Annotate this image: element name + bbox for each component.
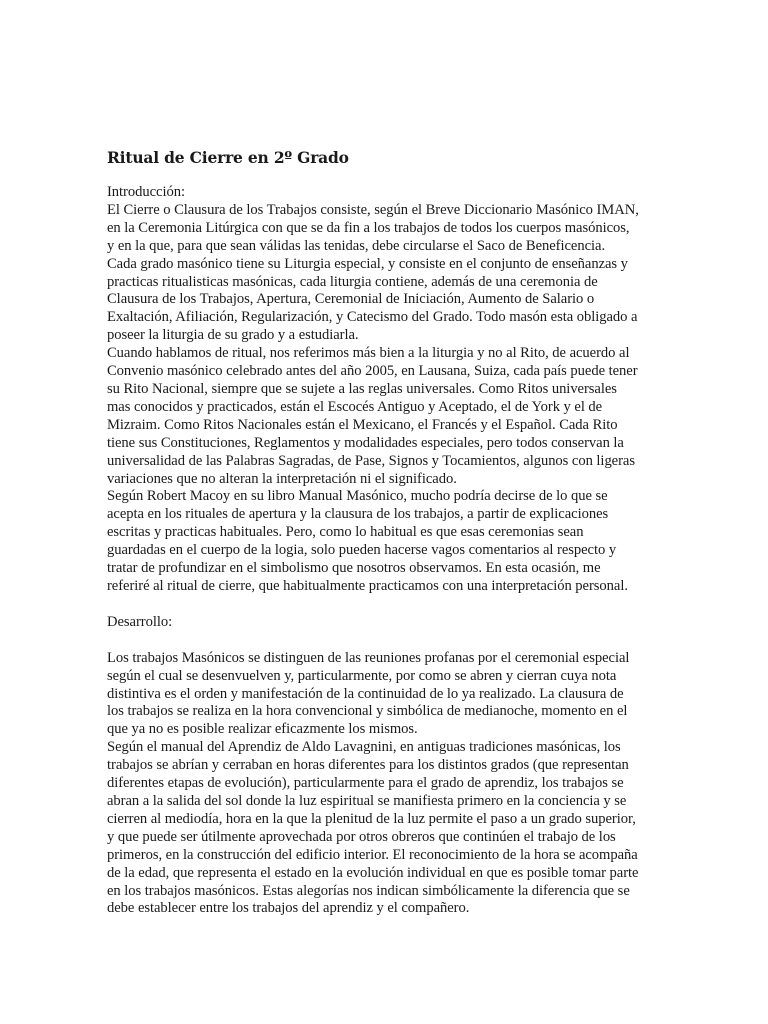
- text-line: trabajos se abrían y cerraban en horas diferentes para los distintos grados (que representan: [107, 757, 629, 774]
- document-body: [107, 146, 667, 918]
- text-line: los trabajos se realiza en la hora convencional y simbólica de medianoche, momento en el: [107, 703, 628, 720]
- text-line: mas conocidos y practicados, están el Escocés Antiguo y Aceptado, el de York y el de: [107, 398, 603, 415]
- text-line: Los trabajos Masónicos se distinguen de las reuniones profanas por el ceremonial especial: [107, 649, 630, 666]
- text-line: distintiva es el orden y manifestación de la continuidad de lo ya realizado. La clausura de: [107, 685, 624, 702]
- text-line: Mizraim. Como Ritos Nacionales están el Mexicano, el Francés y el Español. Cada Rito: [107, 416, 618, 433]
- text-line: diferentes etapas de evolución), particularmente para el grado de aprendiz, los trabajos se: [107, 775, 624, 792]
- text-line: tiene sus Constituciones, Reglamentos y modalidades especiales, pero todos conservan la: [107, 434, 624, 451]
- text-line: en la Ceremonia Litúrgica con que se da fin a los trabajos de todos los cuerpos masónicos,: [107, 219, 630, 236]
- text-line: y que puede ser útilmente aprovechada por otros obreros que continúen el trabajo de los: [107, 828, 616, 845]
- development-paragraphs: [107, 650, 667, 919]
- text-line: de la edad, que representa el estado en la evolución individual en que es posible tomar parte: [107, 864, 639, 881]
- development-heading: Desarrollo:: [107, 613, 173, 630]
- text-line: abran a la salida del sol donde la luz espiritual se manifiesta primero en la conciencia y se: [107, 793, 627, 809]
- text-line: y en la que, para que sean válidas las tenidas, debe circularse el Saco de Beneficencia.: [107, 237, 606, 254]
- section-spacer: [107, 596, 667, 614]
- text-line: Exaltación, Afiliación, Regularización, y Catecismo del Grado. Todo masón esta obligado a: [107, 309, 638, 326]
- intro-heading: Introducción:: [107, 184, 185, 200]
- heading-spacer: [107, 632, 667, 650]
- text-line: practicas ritualisticas masónicas, cada liturgia contiene, además de una ceremonia de: [107, 273, 598, 290]
- intro-paragraphs: [107, 202, 667, 596]
- text-line: Cada grado masónico tiene su Liturgia especial, y consiste en el conjunto de enseñanzas y: [107, 255, 628, 272]
- text-line: Convenio masónico celebrado antes del año 2005, en Lausana, Suiza, cada país puede tener: [107, 363, 638, 380]
- text-line: poseer la liturgia de su grado y a estudiarla.: [107, 327, 359, 344]
- text-line: Según Robert Macoy en su libro Manual Masónico, mucho podría decirse de lo que se: [107, 488, 608, 505]
- text-line: referiré al ritual de cierre, que habitualmente practicamos con una interpretación personal.: [107, 577, 628, 594]
- text-line: según el cual se desenvuelven y, particularmente, por como se abren y cierran cuya nota: [107, 667, 617, 684]
- text-line: Según el manual del Aprendiz de Aldo Lavagnini, en antiguas tradiciones masónicas, los: [107, 739, 621, 756]
- text-line: guardadas en el cuerpo de la logia, solo pueden hacerse vagos comentarios al respecto y: [107, 542, 617, 559]
- text-line: acepta en los rituales de apertura y la clausura de los trabajos, a partir de explicaciones: [107, 506, 609, 523]
- text-line: primeros, en la construcción del edificio interior. El reconocimiento de la hora se acompaña: [107, 846, 638, 863]
- development-section: [107, 614, 667, 919]
- text-line: El Cierre o Clausura de los Trabajos consiste, según el Breve Diccionario Masónico IMAN,: [107, 201, 639, 218]
- text-line: escritas y practicas habituales. Pero, como lo habitual es que esas ceremonias sean: [107, 524, 584, 541]
- text-line: Cuando hablamos de ritual, nos referimos más bien a la liturgia y no al Rito, de acuerdo al: [107, 345, 630, 362]
- text-line: cierren al mediodía, hora en la que la plenitud de la luz permite el paso a un grado superior,: [107, 810, 636, 827]
- intro-section: [107, 184, 667, 596]
- document-title: Ritual de Cierre en 2º Grado: [107, 148, 349, 167]
- text-line: universalidad de las Palabras Sagradas, de Pase, Signos y Tocamientos, algunos con ligeras: [107, 452, 635, 469]
- text-line: debe establecer entre los trabajos del aprendiz y el compañero.: [107, 900, 470, 917]
- text-line: en los trabajos masónicos. Estas alegorías nos indican simbólicamente la diferencia que se: [107, 882, 630, 899]
- text-line: Clausura de los Trabajos, Apertura, Ceremonial de Iniciación, Aumento de Salario o: [107, 291, 595, 308]
- text-line: variaciones que no alteran la interpretación ni el significado.: [107, 470, 457, 487]
- text-line: su Rito Nacional, siempre que se sujete a las reglas universales. Como Ritos universales: [107, 380, 617, 397]
- text-line: que ya no es posible realizar eficazmente los mismos.: [107, 721, 418, 738]
- text-line: tratar de profundizar en el simbolismo que nosotros observamos. En esta ocasión, me: [107, 560, 601, 577]
